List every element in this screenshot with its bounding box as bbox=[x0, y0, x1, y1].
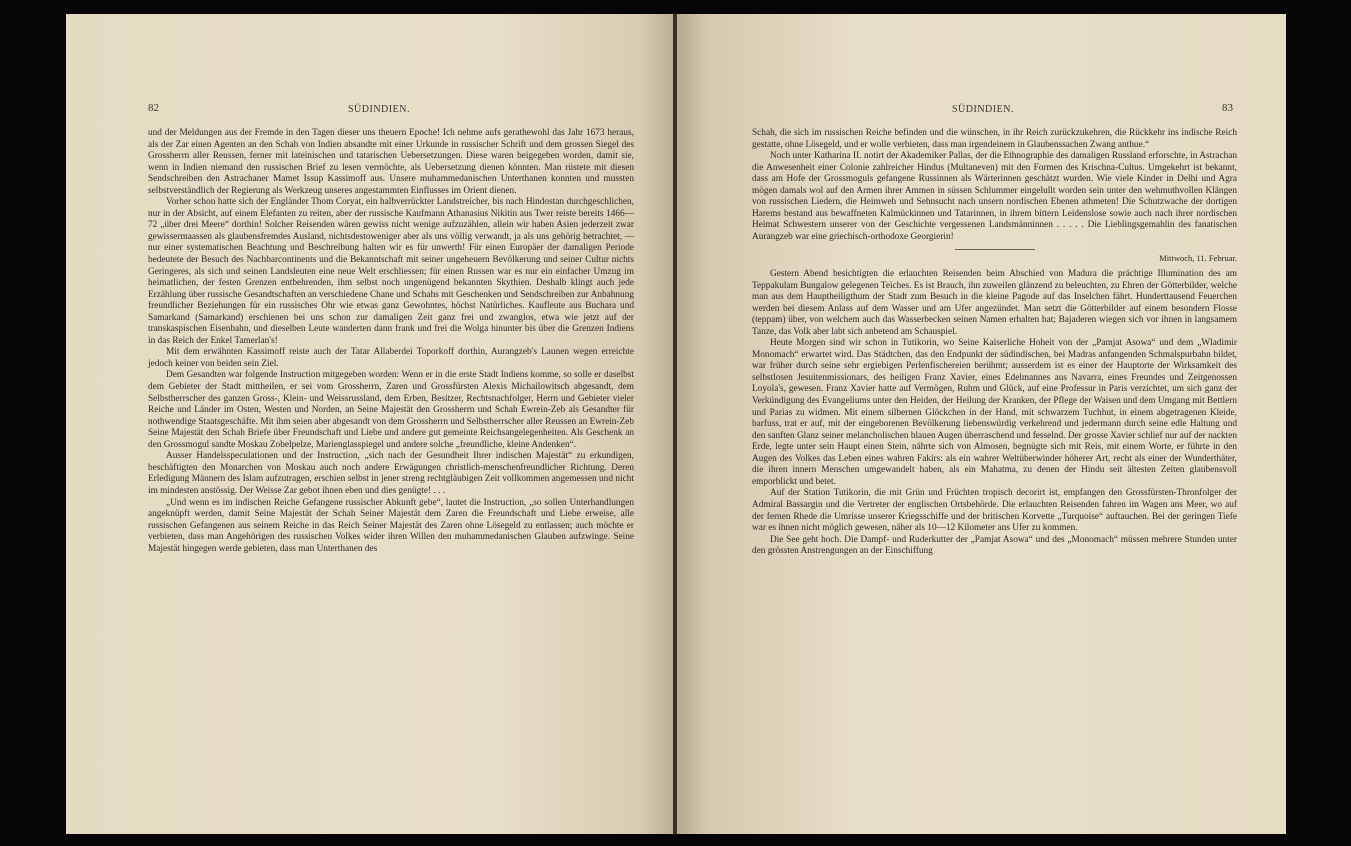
paragraph: Schah, die sich im russischen Reiche befinden und die wünschen, in ihr Reich zurückzukehren, die Rückkehr ins indische Reich gestatte, ohne Lösegeld, und er wolle verbieten, dass man irgendeinem in Glaubenssachen Zwang anthue.“ bbox=[752, 128, 1237, 150]
paragraph: Ausser Handelsspeculationen und der Instruction, „sich nach der Gesundheit Ihrer indischen Majestät“ zu erkundigen, beschäftigten den Monarchen von Moskau auch noch andere Erwägungen christlich-menschenfreundlicher Richtung. Deren Erledigung Männern des Islam aufzutragen, erschien selbst in jener streng rechtgläubigen Zeit vollkommen angemessen und nicht im mindesten anstössig. Der Weisse Zar gebot ihnen eben und dies genügte! . . . bbox=[148, 451, 634, 496]
page-number: 82 bbox=[148, 102, 159, 114]
running-head: SÜDINDIEN. bbox=[348, 104, 410, 115]
paragraph: Auf der Station Tutikorin, die mit Grün und Früchten tropisch decorirt ist, empfangen den Grossfürsten-Thronfolger der Admiral Bassargin und die Vertreter der englischen Ortsbehörde. Die erlauchten Reisenden fahren im Wagen ans Meer, wo auf der fernen Rhede die Umrisse unserer Kriegsschiffe und der britischen Korvette „Turquoise“ auftauchen. Bei der geringen Tiefe war es ihnen nicht möglich gewesen, näher als 10—12 Kilometer ans Ufer zu kommen. bbox=[752, 488, 1237, 534]
right-page bbox=[677, 14, 1286, 834]
paragraph: Heute Morgen sind wir schon in Tutikorin, wo Seine Kaiserliche Hoheit von der „Pamjat Asowa“ und dem „Wladimir Monomach“ erwartet wird. Das Städtchen, das den Endpunkt der südindischen, bei Madras anfangenden Schmalspurbahn bildet, war früher durch seine sehr ergiebigen Perlenfischereien berühmt; ausserdem ist es einer der Hauptorte der Wirksamkeit des selbstlosen Jesuitenmissionars, des heiligen Franz Xavier, eines Edelmannes aus Navarra, eines Freundes und Zeitgenossen Loyola's, gewesen. Franz Xavier hatte auf Vermögen, Ruhm und Glück, auf eine Professur in Paris verzichtet, um sich ganz der Verkündigung des Evangeliums unter den Heiden, der Heilung der Kranken, der Pflege der Waisen und dem Umgang mit Bettlern und Parias zu widmen. Mit einem silbernen Glöckchen in der Hand, mit schwarzem Tuchhut, in einem abgetragenen Kleide, barfuss, trat er auf, mit der eingeborenen Bevölkerung liebenswürdig verkehrend und jedermann durch seine edle Haltung und den sanften Glanz seiner melancholischen blauen Augen überraschend und fesselnd. Der grosse Xavier schlief nur auf der nackten Erde, legte unter sein Haupt einen Stein, nährte sich von Almosen, begnügte sich mit Reis, mit einem Worte, er führte in den Augen des Volkes das Leben eines wahren Fakirs: als ein wahrer Weltüberwinder höherer Art, recht als einer der Wunderthäter, die ihren innern Menschen umgewandelt haben, als ein Mahatma, zu denen der Hindu seit ältesten Zeiten glaubensvoll emporblickt und betet. bbox=[752, 338, 1237, 487]
right-page-body bbox=[752, 128, 1237, 558]
paragraph: Die See geht hoch. Die Dampf- und Ruderkutter der „Pamjat Asowa“ und des „Monomach“ müssen mehrere Stunden unter den grössten Anstrengungen an der Einschiffung bbox=[752, 534, 1237, 557]
open-book-scan bbox=[66, 14, 1286, 834]
paragraph: Dem Gesandten war folgende Instruction mitgegeben worden: Wenn er in die erste Stadt Indiens komme, so solle er daselbst dem Gebieter der Stadt mittheilen, er sei vom Grossherrn, Zaren und Grossfürsten Alexis Michailowitsch abgesandt, dem Selbstherrscher des ganzen Gross-, Klein- und Weissrussland, dem Erben, Besitzer, Rechtsnachfolger, Herrn und Gebieter vieler Reiche und Länder im Osten, Westen und Norden, an Seine Majestät den Grossherrn und Schah Ewrein-Zeb als Gesandter für nothwendige Staatsgeschäfte. Mit ihm seien aber abgesandt von dem Grossherrn und Selbstherrscher aller Reussen an Ewrein-Zeb Seine Majestät den Schah Briefe über Freundschaft und Liebe und andere gut gemeinte Reichsangelegenheiten. Als Geschenk an den Grossmogul sandte Moskau Zobelpelze, Marienglasspiegel und andere solche „freundliche, kleine Andenken“. bbox=[148, 370, 634, 450]
date-line: Mittwoch, 11. Februar. bbox=[1159, 253, 1237, 264]
paragraph: Gestern Abend besichtigten die erlauchten Reisenden beim Abschied von Madura die prächtige Illumination des am Teppakulam Bungalow gelegenen Teiches. Es ist Brauch, ihn zuweilen glänzend zu beleuchten, zu Ehren der Götterbilder, welche man aus dem Hauptheiligthum der Stadt zum Besuch in die kleine Pagode auf das Inselchen fährt. Hunderttausend Feuerchen werden bei diesem Anlass auf dem Wasser und am Ufer angezündet. Man setzt die Götterbilder auf einem besondern Flosse (teppam) über, von welchem auch das Wasserbecken seinen Namen erhalten hat; Bajaderen wiegen sich vor ihnen in langsamem Tanze, das Volk aber labt sich anbetend am Schauspiel. bbox=[752, 269, 1237, 337]
paragraph: Mit dem erwähnten Kassimoff reiste auch der Tatar Allaberdei Toporkoff dorthin, Aurangzeb's Launen wegen erreichte jedoch keiner von beiden sein Ziel. bbox=[148, 347, 634, 369]
section-rule bbox=[955, 249, 1035, 250]
left-page-body bbox=[148, 128, 634, 555]
running-head: SÜDINDIEN. bbox=[952, 104, 1014, 115]
left-page bbox=[66, 14, 675, 834]
page-number: 83 bbox=[1222, 102, 1233, 114]
paragraph: „Und wenn es im indischen Reiche Gefangene russischer Abkunft gebe“, lautet die Instruction, „so sollen Unterhandlungen angeknüpft werden, damit Seine Majestät der Schah Seiner Majestät dem Zaren die Freundschaft und Liebe erweise, alle russischen Gefangenen aus seinem Reiche in das Reich Seiner Majestät des Zaren ohne Lösegeld zu entlassen; auch möchte er verbieten, dass man Angehörigen des russischen Volkes wider ihren Willen den muhammedanischen Glauben aufzwinge. Seine Majestät hingegen werde gebieten, dass man Unterthanen des bbox=[148, 497, 634, 554]
paragraph: Vorher schon hatte sich der Engländer Thom Coryat, ein halbverrückter Landstreicher, bis nach Hindostan durchgeschlichen, nur in der Absicht, auf einem Elefanten zu reiten, aber der russische Kaufmann Athanasius Nikitin aus Twer reiste bereits 1466—72 „über drei Meere“ dorthin! Solcher Reisenden wären gewiss nicht wenige aufzuzählen, allein wir haben Asien jederzeit zwar gewissermaassen als glaubensfremdes Ausland, nichtsdestoweniger aber als uns völlig verwandt, ja als uns gehörig betrachtet, — nur einer systematischen Beachtung und Beschreibung halten wir es für unwerth! Für einen Europäer der damaligen Periode bedeutete der Besuch des Nachbarcontinents und die Bekanntschaft mit seiner ungeheuern Bevölkerung und seiner Cultur nichts Geringeres, als sich und seinen Landsleuten eine neue Welt erschliessen; für einen Russen war es nur ein einfacher Umzug im heimatlichen, der festen Grenzen entbehrenden, ihm selbst noch ungenügend bekannten Skythien. Deshalb klingt auch jede Erzählung über russische Gesandtschaften an verschiedene Chane und Schahs mit Geschenken und Sendschreiben zur Anbahnung freundlicher Beziehungen für ein russisches Ohr wie etwas ganz Gewohntes, höchst Natürliches. Kaufleute aus Buchara und Samarkand (Samarkand) erschienen bei uns schon zur damaligen Zeit ganz frei und zwanglos, etwa wie jetzt auf der transkaspischen Eisenbahn, und dieselben Leute wanderten dann frank und frei die Wolga hinunter bis über die Grenzen Indiens in das Reich der Enkel Tamerlan's! bbox=[148, 197, 634, 346]
paragraph: Noch unter Katharina II. notirt der Akademiker Pallas, der die Ethnographie des damaligen Russland erforschte, in Astrachan die Anwesenheit einer Colonie zahlreicher Hindus (Multaneven) mit den Formen des Krischna-Cultus. Umgekehrt ist bekannt, dass am Hofe der Grossmoguls gefangene Russinnen als Wärterinnen geschätzt wurden. Wie viele Kinder in Delhi und Agra mögen damals wol auf den Armen ihrer Ammen in süssen Schlummer eingelullt worden sein unter den wehmuthvollen Klängen von russischen Liedern, die Heimweh und Sehnsucht nach unsern nordischen Ebenen athmeten! Die Schutzwache der dortigen Harems bestand aus bewaffneten Kalmückinnen und Tatarinnen, in ihrem bittern Leidenslose sowie auch nach ihrer nordischen Heimat Schwestern unserer von der Geschichte vergessenen Landsmänninnen . . . . . Die Lieblingsgemahlin des fanatischen Aurangzeb war eine griechisch-orthodoxe Georgierin! bbox=[752, 151, 1237, 242]
paragraph: und der Meldungen aus der Fremde in den Tagen dieser uns theuern Epoche! Ich nehme aufs gerathewohl das Jahr 1673 heraus, als der Zar einen Agenten an den Schah von Indien absandte mit einer Urkunde in russischer Schrift und dem grossen Siegel des Grossherrn aller Reussen, ferner mit lateinischen und tatarischen Uebersetzungen. Diese waren beigegeben worden, damit sie, wenn in Indien niemand den russischen Brief zu lesen vermöchte, als Uebersetzung dienen könnten. Man rüstete mit diesen Sendschreiben den Astrachaner Mamet Issup Kassimoff aus. Unsere muhammedanischen Unterthanen konnten und mussten selbstverständlich der Regierung als Werkzeug unseres angestammten Einflusses im Orient dienen. bbox=[148, 128, 634, 196]
